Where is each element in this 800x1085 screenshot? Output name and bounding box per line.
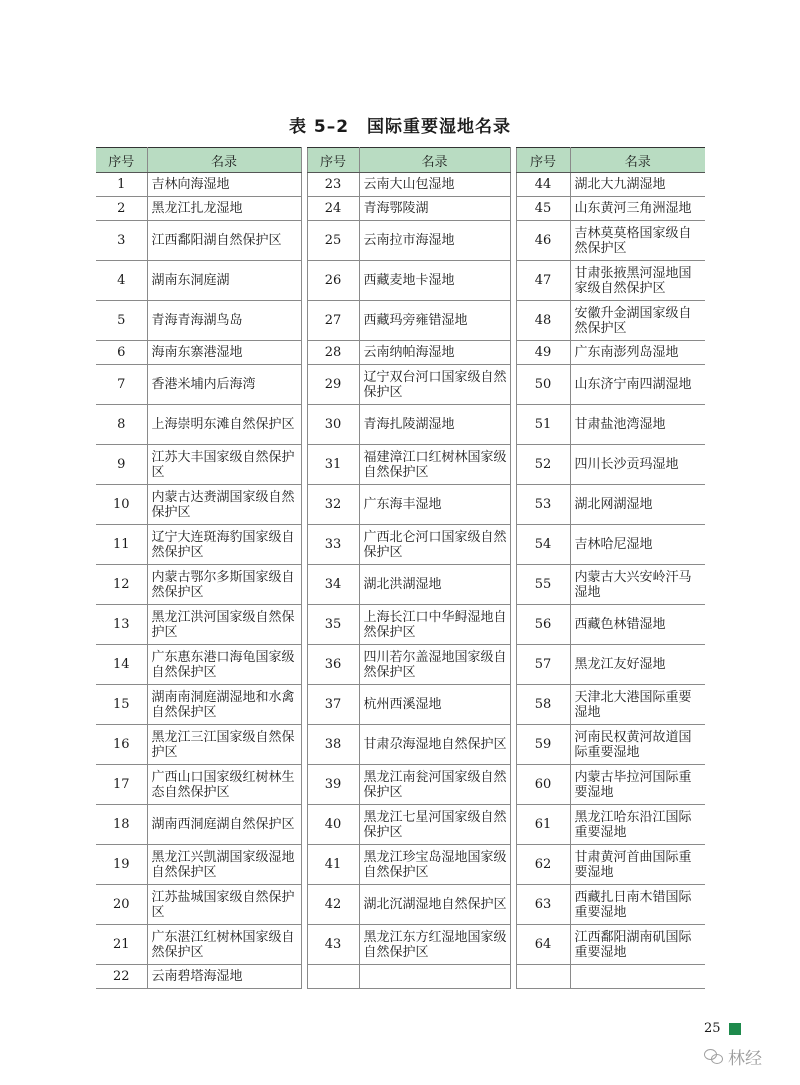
wetland-name: 湖南南洞庭湖湿地和水禽自然保护区 [147,685,301,725]
row-number: 56 [516,605,570,645]
row-number: 15 [96,685,147,725]
row-number: 50 [516,365,570,405]
row-number: 29 [307,365,359,405]
row-number: 43 [307,925,359,965]
wetland-name: 广西山口国家级红树林生态自然保护区 [147,765,301,805]
table-row [307,725,510,765]
table-title: 表 5–2 国际重要湿地名录 [288,117,512,137]
table-row [516,221,705,261]
table-row [307,885,510,925]
wetland-name: 黑龙江东方红湿地国家级自然保护区 [359,925,510,965]
row-number: 1 [96,173,147,197]
table-row [96,301,301,341]
table-row [307,805,510,845]
table-row [516,725,705,765]
row-number: 26 [307,261,359,301]
row-number: 41 [307,845,359,885]
wetland-name: 广东海丰湿地 [359,485,510,525]
row-number: 7 [96,365,147,405]
table-row [307,685,510,725]
table-row [516,605,705,645]
row-number: 64 [516,925,570,965]
wetland-name: 湖南东洞庭湖 [147,261,301,301]
table-row [96,605,301,645]
row-number: 60 [516,765,570,805]
header-num: 序号 [516,148,570,173]
wetland-name: 内蒙古毕拉河国际重要湿地 [570,765,705,805]
wetland-name: 青海鄂陵湖 [359,197,510,221]
row-number: 63 [516,885,570,925]
wetland-name: 青海青海湖鸟岛 [147,301,301,341]
wetland-name: 海南东寨港湿地 [147,341,301,365]
wetland-name: 黑龙江兴凯湖国家级湿地自然保护区 [147,845,301,885]
header-num: 序号 [307,148,359,173]
table-row [307,405,510,445]
wetland-name: 江西鄱阳湖自然保护区 [147,221,301,261]
table-row [96,261,301,301]
wetland-name: 福建漳江口红树林国家级自然保护区 [359,445,510,485]
wetland-name: 云南大山包湿地 [359,173,510,197]
wetland-name: 安徽升金湖国家级自然保护区 [570,301,705,341]
table-row [516,173,705,197]
wetland-name: 西藏玛旁雍错湿地 [359,301,510,341]
table-row [307,197,510,221]
table-row [96,565,301,605]
row-number: 35 [307,605,359,645]
wetland-name: 内蒙古大兴安岭汗马湿地 [570,565,705,605]
row-number: 53 [516,485,570,525]
wetland-name: 广西北仑河口国家级自然保护区 [359,525,510,565]
wetland-name: 江苏大丰国家级自然保护区 [147,445,301,485]
table-row [96,925,301,965]
wetland-name: 云南纳帕海湿地 [359,341,510,365]
wetland-name: 湖北沉湖湿地自然保护区 [359,885,510,925]
row-number: 31 [307,445,359,485]
table-row [516,365,705,405]
wetland-name: 甘肃尕海湿地自然保护区 [359,725,510,765]
table-row [307,485,510,525]
row-number: 18 [96,805,147,845]
row-number: 39 [307,765,359,805]
row-number: 9 [96,445,147,485]
header-name: 名录 [570,148,705,173]
row-number: 5 [96,301,147,341]
row-number: 14 [96,645,147,685]
table-row [96,221,301,261]
row-number: 36 [307,645,359,685]
table-row [96,173,301,197]
row-number: 45 [516,197,570,221]
wetland-name: 云南碧塔海湿地 [147,965,301,989]
row-number: 47 [516,261,570,301]
row-number: 49 [516,341,570,365]
page-number: 25 [704,1021,721,1036]
header-name: 名录 [147,148,301,173]
table-row [307,845,510,885]
wetland-name: 内蒙古达赉湖国家级自然保护区 [147,485,301,525]
wetland-name: 西藏扎日南木错国际重要湿地 [570,885,705,925]
wetland-name: 广东南澎列岛湿地 [570,341,705,365]
wetland-name: 西藏色林错湿地 [570,605,705,645]
row-number: 21 [96,925,147,965]
table-block-3 [516,147,706,989]
table-row [96,365,301,405]
table-row [516,645,705,685]
table-row [516,685,705,725]
row-number: 12 [96,565,147,605]
row-number: 37 [307,685,359,725]
wetland-list-tables [96,147,705,989]
row-number: 46 [516,221,570,261]
wetland-name: 湖北网湖湿地 [570,485,705,525]
table-row [96,445,301,485]
table-row [516,405,705,445]
page-mark [729,1023,741,1035]
wetland-name: 黑龙江七星河国家级自然保护区 [359,805,510,845]
row-number: 52 [516,445,570,485]
row-number: 40 [307,805,359,845]
table-row [516,765,705,805]
wetland-name: 湖北大九湖湿地 [570,173,705,197]
wetland-name: 吉林哈尼湿地 [570,525,705,565]
wetland-name: 广东湛江红树林国家级自然保护区 [147,925,301,965]
wetland-name: 辽宁大连斑海豹国家级自然保护区 [147,525,301,565]
table-row [516,485,705,525]
header-name: 名录 [359,148,510,173]
table-row [516,261,705,301]
table-row [96,965,301,989]
table-row [516,525,705,565]
table-row [96,645,301,685]
table-row [96,525,301,565]
table-row [307,645,510,685]
table-row [516,445,705,485]
wetland-name [359,965,510,989]
row-number: 62 [516,845,570,885]
table-row [516,885,705,925]
wetland-name: 黑龙江南瓮河国家级自然保护区 [359,765,510,805]
table-row [96,725,301,765]
wetland-name: 黑龙江三江国家级自然保护区 [147,725,301,765]
table-row [96,765,301,805]
row-number: 10 [96,485,147,525]
table-row [96,485,301,525]
row-number: 54 [516,525,570,565]
table-row [96,197,301,221]
table-row [516,845,705,885]
wetland-name: 山东济宁南四湖湿地 [570,365,705,405]
wetland-name: 上海长江口中华鲟湿地自然保护区 [359,605,510,645]
table-row [307,925,510,965]
wetland-name: 江西鄱阳湖南矶国际重要湿地 [570,925,705,965]
wetland-name: 黑龙江洪河国家级自然保护区 [147,605,301,645]
row-number: 23 [307,173,359,197]
row-number: 58 [516,685,570,725]
table-row [516,197,705,221]
table-row [96,885,301,925]
table-row [307,301,510,341]
row-number: 13 [96,605,147,645]
table-row [307,525,510,565]
row-number: 59 [516,725,570,765]
table-row [307,565,510,605]
wetland-name: 湖北洪湖湿地 [359,565,510,605]
wetland-name: 杭州西溪湿地 [359,685,510,725]
row-number: 42 [307,885,359,925]
table-block-1 [96,147,302,989]
table-row [307,605,510,645]
header-num: 序号 [96,148,147,173]
wetland-name: 四川长沙贡玛湿地 [570,445,705,485]
row-number: 38 [307,725,359,765]
row-number: 61 [516,805,570,845]
table-row [307,173,510,197]
table-row [96,405,301,445]
wetland-name: 云南拉市海湿地 [359,221,510,261]
row-number: 16 [96,725,147,765]
row-number: 55 [516,565,570,605]
table-row [516,565,705,605]
row-number: 19 [96,845,147,885]
table-row [307,365,510,405]
table-row [307,261,510,301]
table-row [516,301,705,341]
wechat-icon [704,1048,724,1064]
wetland-name: 黑龙江友好湿地 [570,645,705,685]
table-row [96,845,301,885]
table-row [516,341,705,365]
wetland-name: 黑龙江扎龙湿地 [147,197,301,221]
wetland-name: 辽宁双台河口国家级自然保护区 [359,365,510,405]
row-number: 51 [516,405,570,445]
table-row [307,765,510,805]
row-number: 22 [96,965,147,989]
table-row [307,341,510,365]
row-number: 4 [96,261,147,301]
row-number: 25 [307,221,359,261]
row-number: 48 [516,301,570,341]
wetland-name: 吉林莫莫格国家级自然保护区 [570,221,705,261]
wetland-name: 江苏盐城国家级自然保护区 [147,885,301,925]
watermark [704,1044,762,1068]
row-number: 27 [307,301,359,341]
wetland-name [570,965,705,989]
wetland-name: 四川若尔盖湿地国家级自然保护区 [359,645,510,685]
table-row [307,965,510,989]
wetland-name: 甘肃张掖黑河湿地国家级自然保护区 [570,261,705,301]
row-number: 11 [96,525,147,565]
wetland-name: 西藏麦地卡湿地 [359,261,510,301]
table-row [516,965,705,989]
row-number: 3 [96,221,147,261]
table-row [307,221,510,261]
row-number: 32 [307,485,359,525]
wetland-name: 香港米埔内后海湾 [147,365,301,405]
row-number: 2 [96,197,147,221]
table-row [307,445,510,485]
table-row [96,341,301,365]
row-number: 57 [516,645,570,685]
wetland-name: 内蒙古鄂尔多斯国家级自然保护区 [147,565,301,605]
table-row [96,685,301,725]
row-number: 33 [307,525,359,565]
wetland-name: 上海崇明东滩自然保护区 [147,405,301,445]
row-number: 24 [307,197,359,221]
row-number: 30 [307,405,359,445]
wetland-name: 山东黄河三角洲湿地 [570,197,705,221]
row-number: 17 [96,765,147,805]
row-number: 8 [96,405,147,445]
wetland-name: 河南民权黄河故道国际重要湿地 [570,725,705,765]
wetland-name: 黑龙江珍宝岛湿地国家级自然保护区 [359,845,510,885]
wetland-name: 吉林向海湿地 [147,173,301,197]
row-number: 44 [516,173,570,197]
wetland-name: 甘肃盐池湾湿地 [570,405,705,445]
table-row [96,805,301,845]
wetland-name: 天津北大港国际重要湿地 [570,685,705,725]
wetland-name: 湖南西洞庭湖自然保护区 [147,805,301,845]
wetland-name: 甘肃黄河首曲国际重要湿地 [570,845,705,885]
wetland-name: 黑龙江哈东沿江国际重要湿地 [570,805,705,845]
row-number: 34 [307,565,359,605]
wetland-name: 青海扎陵湖湿地 [359,405,510,445]
wetland-name: 广东惠东港口海龟国家级自然保护区 [147,645,301,685]
watermark-text: 林经 [728,1048,762,1069]
row-number: 20 [96,885,147,925]
row-number: 6 [96,341,147,365]
row-number [516,965,570,989]
row-number: 28 [307,341,359,365]
table-row [516,805,705,845]
row-number [307,965,359,989]
table-row [516,925,705,965]
table-block-2 [307,147,511,989]
